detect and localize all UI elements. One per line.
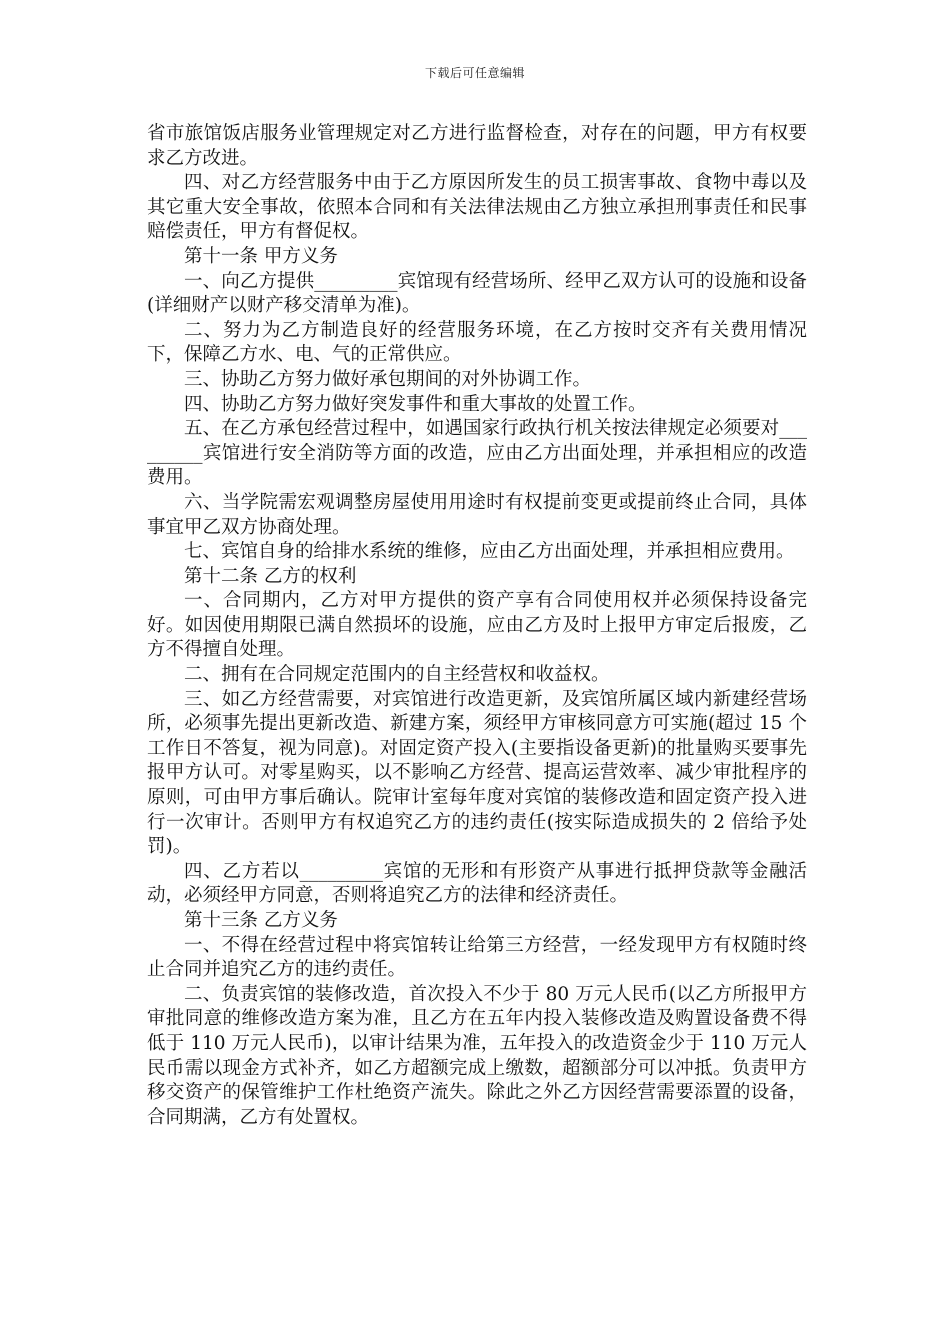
clause-paragraph: 六、当学院需宏观调整房屋使用用途时有权提前变更或提前终止合同，具体事宜甲乙双方协商处理。 [147,491,807,538]
clause-paragraph: 三、如乙方经营需要，对宾馆进行改造更新，及宾馆所属区域内新建经营场所，必须事先提出更新改造、新建方案，须经甲方审核同意方可实施(超过 15 个工作日不答复，视为同意)。对固定资产投入(主要指设备更新)的批量购买要事先报甲方认可。对零星购买，以不影响乙方经营、提高运营效率、减少审批程序的原则，可由甲方事后确认。院审计室每年度对宾馆的装修改造和固定资产投入进行一次审计。否则甲方有权追究乙方的违约责任(按实际造成损失的 2 倍给予处罚)。 [147,688,807,858]
clause-paragraph: 三、协助乙方努力做好承包期间的对外协调工作。 [184,368,592,390]
article-heading: 第十三条 乙方义务 [184,910,338,931]
clause-paragraph: 七、宾馆自身的给排水系统的维修，应由乙方出面处理，并承担相应费用。 [184,541,795,563]
article-heading: 第十二条 乙方的权利 [184,565,357,587]
clause-paragraph: 四、对乙方经营服务中由于乙方原因所发生的员工损害事故、食物中毒以及其它重大安全事故，依照本合同和有关法律法规由乙方独立承担刑事责任和民事赔偿责任，甲方有督促权。 [147,172,807,243]
clause-paragraph: 五、在乙方承包经营过程中，如遇国家行政执行机关按法律规定必须要对_________宾馆进行安全消防等方面的改造，应由乙方出面处理，并承担相应的改造费用。 [147,418,807,489]
clause-paragraph: 一、向乙方提供_________宾馆现有经营场所、经甲乙双方认可的设施和设备(详细财产以财产移交清单为准)。 [147,270,807,317]
clause-paragraph: 一、不得在经营过程中将宾馆转让给第三方经营，一经发现甲方有权随时终止合同并追究乙方的违约责任。 [147,934,807,981]
clause-paragraph: 四、协助乙方努力做好突发事件和重大事故的处置工作。 [184,393,647,415]
clause-paragraph: 四、乙方若以_________宾馆的无形和有形资产从事进行抵押贷款等金融活动，必须经甲方同意，否则将追究乙方的法律和经济责任。 [147,860,807,907]
page-header: 下载后可任意编辑 [424,66,525,80]
clause-paragraph: 二、负责宾馆的装修改造，首次投入不少于 80 万元人民币(以乙方所报甲方审批同意的维修改造方案为准，且乙方在五年内投入装修改造及购置设备费不得低于 110 万元人民币)，以审计结果为准，五年投入的改造资金少于 110 万元人民币需以现金方式补齐，如乙方超额完成上缴数，超额部分可以冲抵。负责甲方移交资产的保管维护工作杜绝资产流失。除此之外乙方因经营需要添置的设备，合同期满，乙方有处置权。 [147,983,807,1128]
clause-paragraph: 一、合同期内，乙方对甲方提供的资产享有合同使用权并必须保持设备完好。如因使用期限已满自然损坏的设施，应由乙方及时上报甲方审定后报废，乙方不得擅自处理。 [147,590,807,661]
document-body [147,122,807,1130]
clause-paragraph: 二、努力为乙方制造良好的经营服务环境，在乙方按时交齐有关费用情况下，保障乙方水、电、气的正常供应。 [147,319,807,366]
article-heading: 第十一条 甲方义务 [184,245,338,267]
paragraph-continuation: 省市旅馆饭店服务业管理规定对乙方进行监督检查，对存在的问题，甲方有权要求乙方改进。 [147,123,807,169]
clause-paragraph: 二、拥有在合同规定范围内的自主经营权和收益权。 [184,664,610,686]
